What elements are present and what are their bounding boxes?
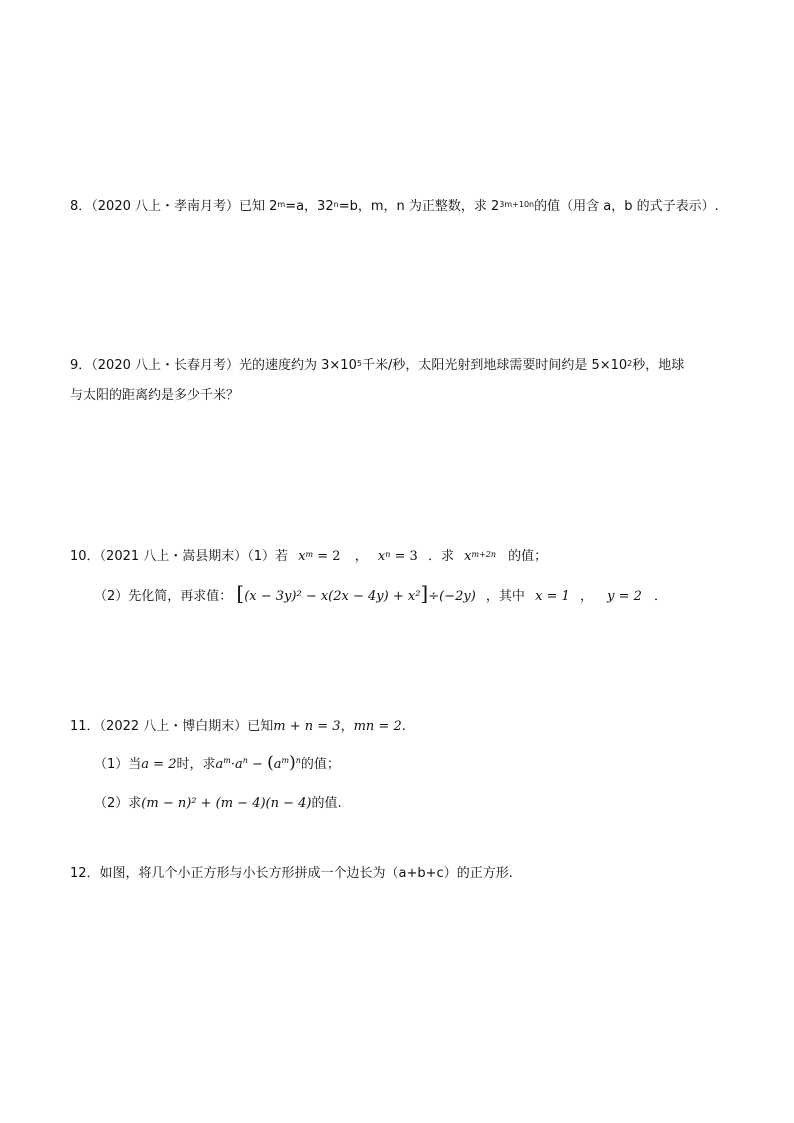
- exponent: n: [385, 550, 391, 559]
- question-11-text: 的值.: [311, 796, 342, 811]
- exponent: m: [305, 550, 314, 559]
- question-10-number: 10．: [70, 549, 100, 564]
- question-9-line2: 与太阳的距离约是多少千米？: [70, 388, 240, 403]
- math-var: x: [298, 549, 306, 564]
- part-label: （1）当: [94, 757, 142, 772]
- math-expr: (x − 3y)² − x(2x − 4y) + x²: [244, 589, 421, 604]
- math-var: x: [377, 549, 386, 564]
- exponent: 3m+10n: [499, 200, 535, 209]
- question-9-source: （2020 八上・长春月考）: [91, 358, 239, 373]
- question-10-part-2: （2）先化简，再求值： [(x − 3y)² − x(2x − 4y) + x²]÷(−2y) ，其中 x = 1 ， y = 2 ．: [94, 581, 668, 605]
- math-expr: ÷(−2y): [428, 589, 476, 604]
- question-8-text: =b，m，n 为正整数，求 2: [338, 199, 500, 214]
- question-10: 10．（2021 八上・嵩县期末）（1）若 $x^m = 2$ ， $x^n = 3$ ．求 $x^{m+2n}$ 的值；: [70, 549, 548, 564]
- question-11-source: （2022 八上・博白期末）: [99, 719, 248, 734]
- exponent: 5: [356, 359, 362, 368]
- part-label: （2）求: [94, 796, 142, 811]
- question-9-text: 千米/秒，太阳光射到地球需要时间约是 5×10: [361, 358, 628, 373]
- part-label: （1）若: [247, 549, 289, 564]
- exponent: n: [333, 200, 339, 209]
- question-8-number: 8．: [70, 199, 92, 214]
- question-12-number: 12．: [70, 866, 100, 881]
- question-8: [70, 198, 719, 216]
- question-10-text: 的值；: [508, 549, 548, 564]
- math-expr: = 2: [313, 549, 341, 564]
- question-8-text: 已知 2: [239, 199, 278, 214]
- question-11-text: 已知: [247, 719, 274, 734]
- part-label: （2）先化简，再求值：: [94, 589, 233, 604]
- question-9-number: 9．: [70, 358, 92, 373]
- math-expr: mn = 2: [353, 719, 402, 734]
- exponent: m+2n: [471, 550, 496, 559]
- question-10-source: （2021 八上・嵩县期末）: [99, 549, 248, 564]
- math-expr: m + n = 3: [273, 719, 341, 734]
- question-8-text: 的值（用含 a，b 的式子表示）.: [534, 199, 719, 214]
- question-10-text: ．求: [427, 549, 454, 564]
- math-expr: a = 2: [141, 757, 177, 772]
- math-expr: x = 1: [535, 589, 570, 604]
- question-11: 11．（2022 八上・博白期末）已知m + n = 3，mn = 2.: [70, 719, 406, 734]
- question-12: [70, 865, 513, 883]
- question-10-text: ，其中: [485, 589, 525, 604]
- math-expr: (m − n)² + (m − 4)(n − 4): [141, 796, 312, 811]
- question-11-number: 11．: [70, 719, 100, 734]
- exponent: 2: [627, 359, 633, 368]
- question-12-text: 如图，将几个小正方形与小长方形拼成一个边长为（a+b+c）的正方形.: [99, 866, 513, 881]
- math-expr: = 3: [390, 549, 418, 564]
- exponent: m: [277, 200, 286, 209]
- question-8-text: =a，32: [285, 199, 334, 214]
- question-9: [70, 357, 684, 375]
- question-11-text: 的值；: [300, 757, 340, 772]
- question-11-part-1: [94, 754, 340, 774]
- question-9-text: 光的速度约为 3×10: [239, 358, 357, 373]
- math-expr: $a^m\cdot a^n - (a^m)^n$: [215, 753, 301, 773]
- question-11-text: 时，求: [176, 757, 216, 772]
- question-8-source: （2020 八上・孝南月考）: [91, 199, 239, 214]
- math-var: x: [464, 549, 472, 564]
- question-11-part-2: [94, 795, 342, 813]
- math-expr: y = 2: [607, 589, 642, 604]
- question-9-text: 秒，地球: [632, 358, 685, 373]
